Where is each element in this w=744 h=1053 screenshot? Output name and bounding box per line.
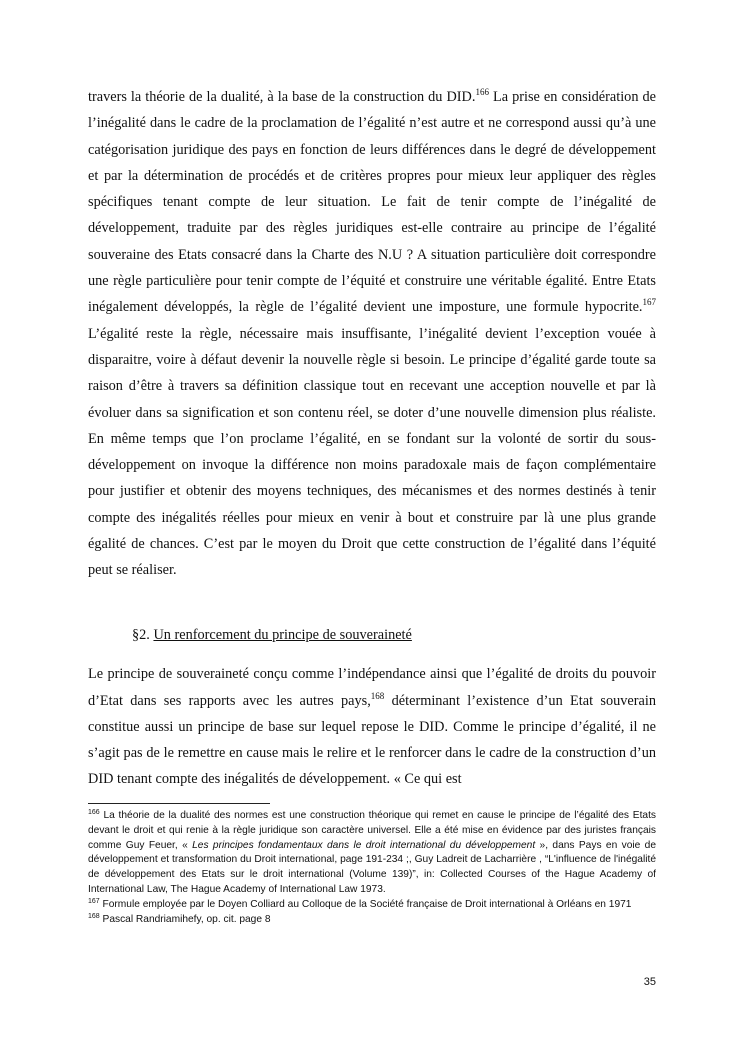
footnote-166	[88, 809, 656, 898]
section-heading	[132, 624, 652, 646]
footnote-168	[88, 913, 656, 928]
section-paragraph	[88, 647, 656, 807]
footnote-number: 167	[88, 897, 100, 905]
footnote-ref-168[interactable]: 168	[370, 690, 385, 701]
footnote-ref-167[interactable]: 167	[642, 297, 656, 308]
text-run: déterminant l’existence d’un Etat souverain constitue aussi un principe de base sur lequel repose le DID. Comme le principe d’égalité, il ne s’agit pas de le remettre en cause mais le relire et le renforcer dans le cadre de la construction d’un DID tenant compte des inégalités de développement. « Ce qui est	[88, 692, 656, 788]
body-paragraph	[88, 84, 656, 584]
section-title: Un renforcement du principe de souveraineté	[153, 627, 412, 643]
paragraph-text	[88, 84, 656, 584]
footnote-title-italic: Les principes fondamentaux dans le droit international du développement	[192, 839, 536, 851]
footnote-separator	[88, 803, 270, 804]
paragraph-text	[88, 661, 656, 792]
footnote-number: 168	[88, 912, 100, 920]
footnote-number: 166	[88, 809, 100, 816]
footnote-text: », dans Pays en voie de développement et transformation du Droit international, page 191-234 ;, Guy Ladreit de Lacharrière , “L'influence de l'inégalité de développement des Etats sur le droit international (Volume 139)”, in: Collected Courses of the Hague Academy of International Law, The Hague Academy of International Law 1973.	[88, 839, 656, 895]
text-run: travers la théorie de la dualité, à la base de la construction du DID.	[88, 89, 476, 105]
text-run: La prise en considération de l’inégalité dans le cadre de la proclamation de l’égalité n’est autre et ne correspond aussi qu’à une catégorisation juridique des pays en fonction de leurs différences dans le degré de développement et par la détermination de procédés et de critères propres pour mieux leur appliquer des règles spécifiques tenant compte de leur situation. Le fait de tenir compte de l’inégalité de développement, traduite par des règles juridiques est-elle contraire au principe de l’égalité souveraine des Etats consacré dans la Charte des N.U ? A situation particulière doit correspondre une règle particulière pour tenir compte de l’équité et construire une véritable égalité. Entre Etats inégalement développés, la règle de l’égalité devient une imposture, une formule hypocrite.	[88, 89, 657, 316]
footnotes	[88, 809, 656, 927]
section-number: §2.	[132, 627, 150, 643]
footnote-167	[88, 898, 656, 913]
footnote-text: Pascal Randriamihefy, op. cit. page 8	[99, 913, 271, 925]
text-run: Le principe de souveraineté conçu comme l’indépendance ainsi que l’égalité de droits du pouvoir d’Etat dans ses rapports avec les autres pays,	[88, 666, 656, 709]
footnote-text: Formule employée par le Doyen Colliard au Colloque de la Société française de Droit international à Orléans en 1971	[99, 898, 632, 910]
text-run: L’égalité reste la règle, nécessaire mais insuffisante, l’inégalité devient l’exception vouée à disparaitre, voire à défaut devenir la nouvelle règle si besoin. Le principe d’égalité garde toute sa raison d’être à travers sa définition classique tout en recevant une acception nouvelle et par là évoluer dans sa signification et son contenu réel, se doter d’une nouvelle dimension plus réaliste. En même temps que l’on proclame l’égalité, en se fondant sur la volonté de sortir du sous-développement on invoque la différence non moins paradoxale mais de façon complémentaire pour justifier et obtenir des moyens techniques, des mécanismes et des normes destinés à tenir compte des inégalités réelles pour mieux en venir à bout et construire par là une plus grande égalité de chances. C’est par le moyen du Droit que cette construction de l’égalité dans l’équité peut se réaliser.	[88, 325, 656, 579]
page-number: 35	[643, 976, 656, 988]
footnote-ref-166[interactable]: 166	[475, 87, 489, 97]
footnote-text: La théorie de la dualité des normes est une construction théorique qui remet en cause le principe de l’égalité des Etats devant le droit et qui renie à la règle juridique son caractère universel. Elle a été mise en évidence par des juristes français comme Guy Feuer, «	[88, 810, 656, 851]
